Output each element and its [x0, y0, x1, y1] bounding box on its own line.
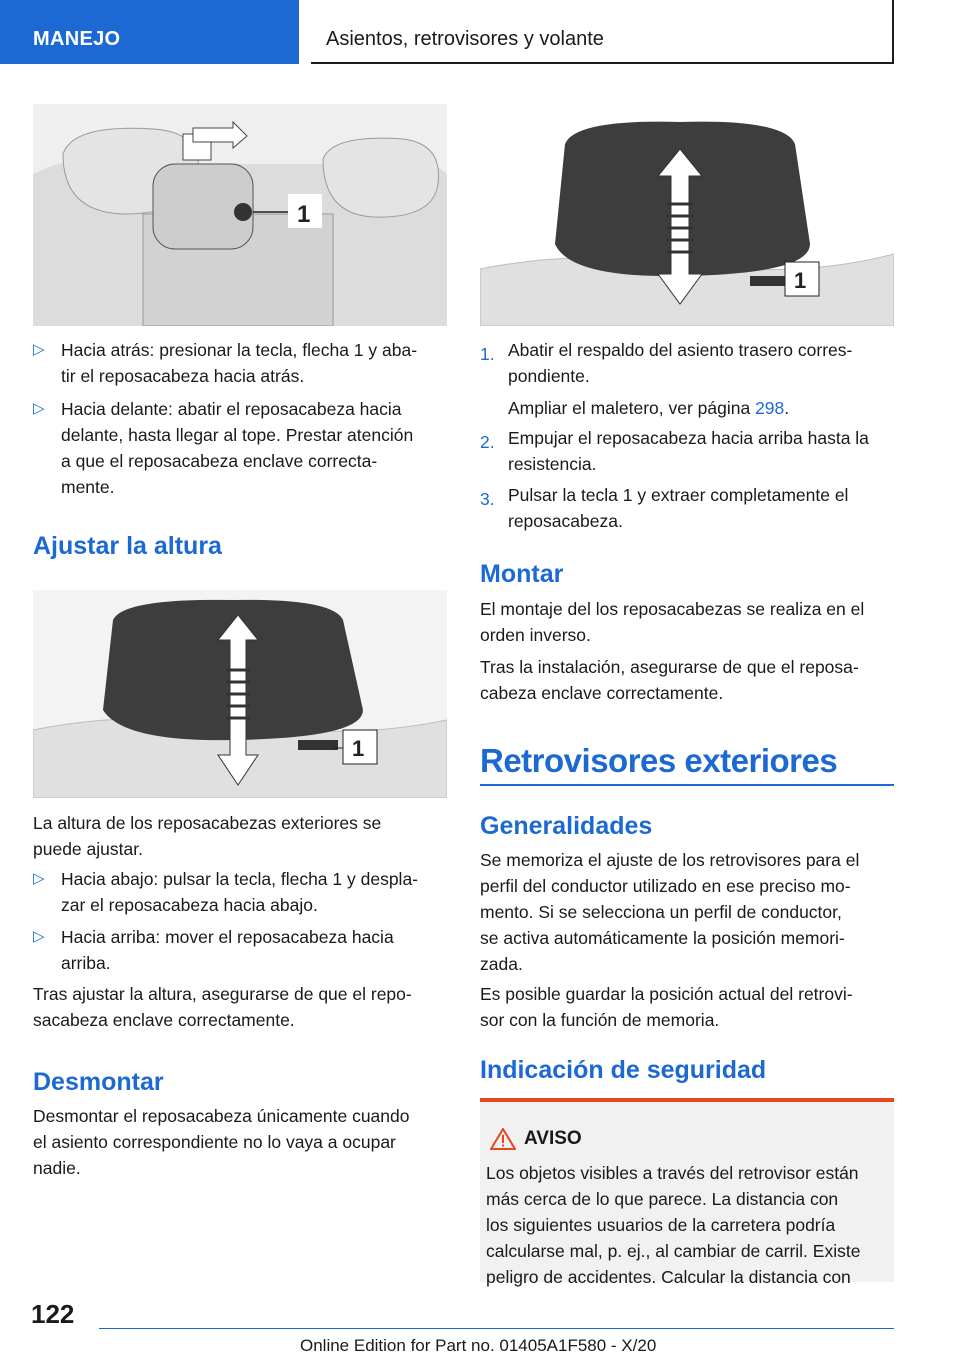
callout-1: 1 [794, 268, 807, 293]
step-subtext: Ampliar el maletero, ver página 298. [508, 398, 790, 418]
paragraph: Es posible guardar la posición actual del retrovi- sor con la función de memoria. [480, 984, 853, 1030]
page-number: 122 [31, 1299, 75, 1329]
bullet-item [33, 924, 447, 976]
page-link[interactable]: 298 [755, 398, 785, 418]
bullet-text: Hacia arriba: mover el reposacabeza hacia arriba. [61, 927, 394, 973]
paragraph: Tras la instalación, asegurarse de que el reposa- cabeza enclave correctamente. [480, 657, 859, 703]
heading-seguridad: Indicación de seguridad [480, 1056, 767, 1084]
bullet-item [33, 396, 447, 500]
paragraph: El montaje del los reposacabezas se realiza en el orden inverso. [480, 599, 865, 645]
bullet-text: Hacia atrás: presionar la tecla, flecha 1 y aba- tir el reposacabeza hacia atrás. [61, 340, 418, 386]
step-text: Empujar el reposacabeza hacia arriba hasta la resistencia. [508, 428, 869, 474]
headrest-removal-illustration [480, 104, 894, 326]
edition-text: Online Edition for Part no. 01405A1F580 - X/20 [300, 1336, 657, 1355]
chapter-title: Asientos, retrovisores y volante [326, 28, 604, 50]
warning-text: Los objetos visibles a través del retrovisor están más cerca de lo que parece. La distancia con los siguientes usuarios de la carretera podría calcularse mal, p. ej., al cambiar de carril. Existe peligro de accidentes. Calcular la distancia con [486, 1163, 861, 1287]
paragraph: Se memoriza el ajuste de los retrovisores para el perfil del conductor utilizado en ese preciso mo- mento. Si se selecciona un perfil de conductor, se activa automáticamente la posición memori- zada. [480, 850, 860, 974]
heading-underline [480, 784, 894, 786]
footer-rule [99, 1328, 894, 1329]
triangle-bullet-icon: ▷ [33, 341, 45, 358]
step-number: 1. [480, 344, 495, 364]
paragraph: Tras ajustar la altura, asegurarse de que el repo- sacabeza enclave correctamente. [33, 984, 412, 1030]
rear-headrest-illustration [33, 104, 447, 326]
heading-desmontar: Desmontar [33, 1068, 164, 1096]
paragraph: Desmontar el reposacabeza únicamente cuando el asiento correspondiente no lo vaya a ocupar nadie. [33, 1106, 410, 1178]
section-title: MANEJO [33, 28, 121, 50]
warning-box [480, 1098, 894, 1287]
paragraph: La altura de los reposacabezas exteriores se puede ajustar. [33, 813, 382, 859]
triangle-bullet-icon: ▷ [33, 928, 45, 945]
step-text: Abatir el respaldo del asiento trasero corres- pondiente. [508, 340, 853, 386]
section-tab [0, 0, 299, 64]
step-text: Pulsar la tecla 1 y extraer completamente el reposacabeza. [508, 485, 849, 531]
heading-retrovisores: Retrovisores exteriores [480, 742, 838, 779]
bullet-item [33, 337, 447, 389]
bullet-text: Hacia abajo: pulsar la tecla, flecha 1 y despla- zar el reposacabeza hacia abajo. [61, 869, 419, 915]
heading-ajustar-altura: Ajustar la altura [33, 532, 222, 560]
triangle-bullet-icon: ▷ [33, 870, 45, 887]
step-number: 2. [480, 432, 495, 452]
step-number: 3. [480, 489, 495, 509]
bullet-item [33, 866, 447, 918]
headrest-height-illustration [33, 590, 447, 798]
callout-1: 1 [352, 736, 365, 761]
warning-title: AVISO [524, 1128, 582, 1149]
bullet-text: Hacia delante: abatir el reposacabeza hacia delante, hasta llegar al tope. Prestar atención a que el reposacabeza enclave correcta- mente. [61, 399, 414, 497]
callout-1: 1 [297, 201, 311, 228]
heading-generalidades: Generalidades [480, 812, 653, 840]
chapter-header [311, 0, 894, 64]
warning-triangle-icon [490, 1128, 516, 1150]
triangle-bullet-icon: ▷ [33, 400, 45, 417]
heading-montar: Montar [480, 560, 564, 588]
